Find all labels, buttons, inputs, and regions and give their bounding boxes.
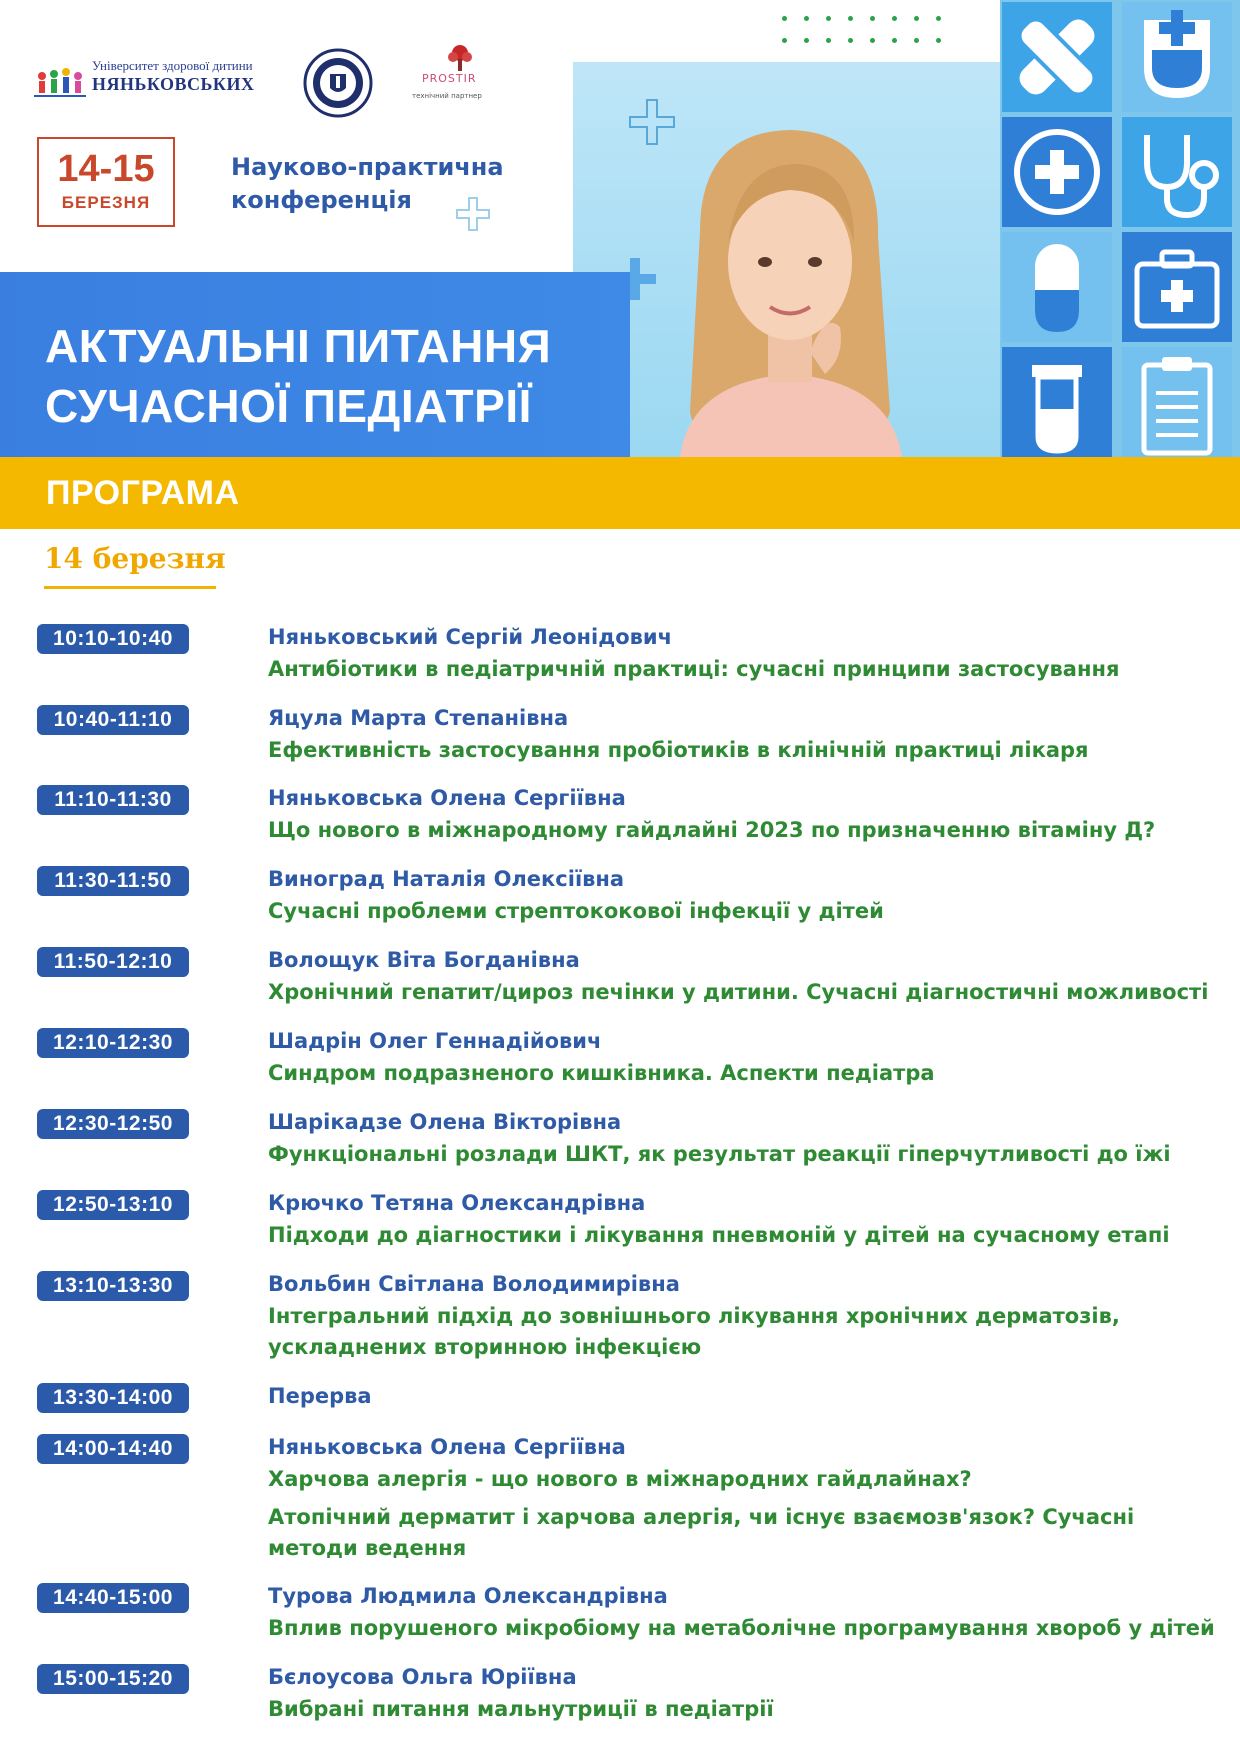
speaker-name: Няньковський Сергій Леонідович [268, 625, 673, 649]
date-days: 14-15 [57, 148, 155, 190]
partner-logo [410, 44, 510, 106]
speaker-name: Яцула Марта Степанівна [268, 706, 569, 730]
break-label: Перерва [268, 1384, 372, 1408]
partner-caption: технічний партнер [412, 92, 482, 100]
nurse-cap-icon [1122, 2, 1232, 112]
talk-topic: Інтегральний підхід до зовнішнього лікування хронічних дерматозів, ускладнених вторинною інфекцією [268, 1304, 1120, 1359]
talk-topic: Сучасні проблеми стрептококової інфекції у дітей [268, 899, 884, 923]
capsule-tile [1002, 232, 1112, 342]
date-box [37, 137, 175, 227]
speaker-name: Шарікадзе Олена Вікторівна [268, 1110, 622, 1134]
speaker-name: Турова Людмила Олександрівна [268, 1584, 668, 1608]
time-badge: 12:30-12:50 [37, 1109, 189, 1139]
time-badge: 14:40-15:00 [37, 1583, 189, 1613]
time-badge: 12:10-12:30 [37, 1028, 189, 1058]
talk-topic: Ефективність застосування пробіотиків в клінічній практиці лікаря [268, 738, 1089, 762]
plus-circle-icon [1002, 117, 1112, 227]
university-name-line1: Університет здорової дитини [92, 58, 253, 73]
plus-circle-tile [1002, 117, 1112, 227]
talk-topic: Антибіотики в педіатричній практиці: сучасні принципи застосування [268, 657, 1120, 681]
talk-topic: Підходи до діагностики і лікування пневмоній у дітей на сучасному етапі [268, 1223, 1170, 1247]
time-badge: 10:40-11:10 [37, 705, 189, 735]
title-line1: АКТУАЛЬНІ ПИТАННЯ [45, 320, 552, 372]
program-label: ПРОГРАМА [46, 474, 240, 512]
talk-topic: Синдром подразненого кишківника. Аспекти педіатра [268, 1061, 935, 1085]
stethoscope-icon [1122, 117, 1232, 227]
dots-decoration [782, 10, 942, 48]
time-badge: 11:50-12:10 [37, 947, 189, 977]
title-banner [0, 272, 630, 457]
speaker-name: Вольбин Світлана Володимирівна [268, 1272, 680, 1296]
vial-icon [1002, 347, 1112, 457]
university-seal-icon [303, 48, 373, 118]
stethoscope-tile [1122, 117, 1232, 227]
talk-topic: Харчова алергія - що нового в міжнародних гайдлайнах? [268, 1467, 972, 1491]
day-heading: 14 березня [44, 542, 226, 575]
time-badge: 12:50-13:10 [37, 1190, 189, 1220]
title-line2: СУЧАСНОЇ ПЕДІАТРІЇ [45, 380, 532, 432]
bandage-icon [1002, 2, 1112, 112]
talk-topic: Функціональні розлади ШКТ, як результат реакції гіперчутливості до їжі [268, 1142, 1171, 1166]
speaker-name: Бєлоусова Ольга Юріївна [268, 1665, 577, 1689]
plus-decoration-icon [455, 196, 491, 232]
clipboard-icon [1122, 347, 1232, 457]
program-bar [0, 457, 1240, 529]
bandage-tile [1002, 2, 1112, 112]
talk-topic: Атопічний дерматит і харчова алергія, чи існує взаємозв'язок? Сучасні методи ведення [268, 1505, 1135, 1560]
talk-topic: Вплив порушеного мікробіому на метаболічне програмування хвороб у дітей [268, 1616, 1215, 1640]
vial-tile [1002, 347, 1112, 457]
talk-topic: Хронічний гепатит/цироз печінки у дитини. Сучасні діагностичні можливості [268, 980, 1209, 1004]
clipboard-tile [1122, 347, 1232, 457]
medical-icon-tiles [1000, 0, 1240, 457]
children-logo-icon [34, 66, 86, 100]
speaker-name: Крючко Тетяна Олександрівна [268, 1191, 646, 1215]
university-logo [34, 48, 274, 104]
child-photo [640, 112, 940, 457]
speaker-name: Шадрін Олег Геннадійович [268, 1029, 602, 1053]
university-name-line2: НЯНЬКОВСЬКИХ [92, 74, 255, 94]
date-month: БЕРЕЗНЯ [61, 193, 151, 212]
time-badge: 11:30-11:50 [37, 866, 189, 896]
time-badge: 13:10-13:30 [37, 1271, 189, 1301]
tree-icon [446, 44, 474, 72]
medkit-tile [1122, 232, 1232, 342]
speaker-name: Волощук Віта Богданівна [268, 948, 580, 972]
time-badge: 11:10-11:30 [37, 785, 189, 815]
time-badge: 10:10-10:40 [37, 624, 189, 654]
medkit-icon [1122, 232, 1232, 342]
day-underline [44, 586, 216, 589]
speaker-name: Виноград Наталія Олексіївна [268, 867, 625, 891]
conference-type-line: Науково-практична конференція [231, 153, 504, 214]
capsule-icon [1002, 232, 1112, 342]
nurse-cap-tile [1122, 2, 1232, 112]
time-badge: 15:00-15:20 [37, 1664, 189, 1694]
speaker-name: Няньковська Олена Сергіївна [268, 1435, 626, 1459]
time-badge: 14:00-14:40 [37, 1434, 189, 1464]
conference-title [45, 316, 551, 436]
time-badge: 13:30-14:00 [37, 1383, 189, 1413]
talk-topic: Вибрані питання мальнутриції в педіатрії [268, 1697, 774, 1721]
partner-name: PROSTIR [422, 72, 477, 85]
talk-topic: Що нового в міжнародному гайдлайні 2023 по призначенню вітаміну Д? [268, 818, 1156, 842]
speaker-name: Няньковська Олена Сергіївна [268, 786, 626, 810]
